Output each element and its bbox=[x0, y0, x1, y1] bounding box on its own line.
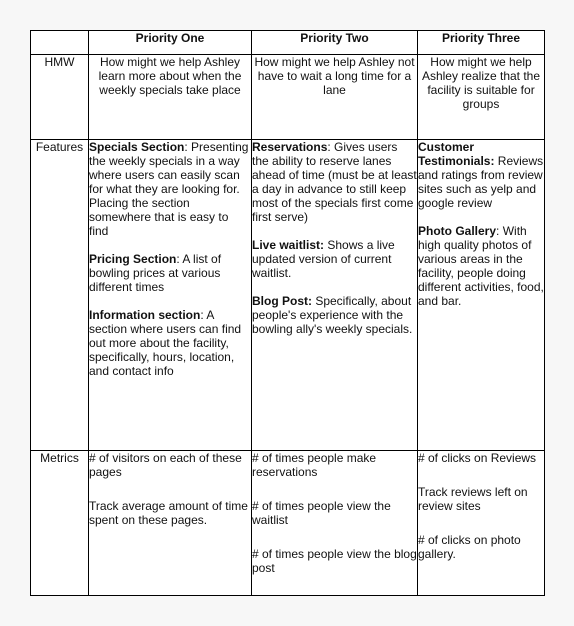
feature-text: : Presenting the weekly specials in a way where users can easily scan for what they are looking for. Placing the section somewhere that is easy to find bbox=[89, 140, 249, 238]
metrics-cell-priority-two bbox=[252, 451, 418, 596]
feature-label: Blog Post: bbox=[252, 294, 312, 308]
features-cell-priority-one bbox=[89, 140, 252, 451]
feature-pricing-section bbox=[89, 252, 251, 294]
hmw-row bbox=[31, 55, 545, 140]
metric-item: Track average amount of time spent on these pages. bbox=[89, 499, 248, 527]
header-empty-cell bbox=[31, 31, 89, 55]
metrics-row-label: Metrics bbox=[31, 451, 89, 596]
feature-text: : A section where users can find out more about the facility, specifically, hours, location, and contact info bbox=[89, 308, 242, 378]
metrics-cell-priority-three bbox=[418, 451, 545, 596]
metric-item: # of visitors on each of these pages bbox=[89, 451, 242, 479]
feature-information-section bbox=[89, 308, 251, 378]
feature-label: Reservations bbox=[252, 140, 328, 154]
feature-customer-testimonials bbox=[418, 140, 544, 210]
features-cell-priority-three bbox=[418, 140, 545, 451]
header-priority-three: Priority Three bbox=[418, 31, 545, 55]
feature-text: Shows a live updated version of current waitlist. bbox=[252, 238, 395, 280]
header-priority-two: Priority Two bbox=[252, 31, 418, 55]
hmw-cell-priority-three: How might we help Ashley realize that the facility is suitable for groups bbox=[418, 55, 545, 140]
priority-table bbox=[30, 30, 545, 596]
features-row-label: Features bbox=[31, 140, 89, 451]
metric-item: # of times people view the blog post bbox=[252, 547, 417, 575]
feature-label: Information section bbox=[89, 308, 201, 322]
feature-reservations bbox=[252, 140, 417, 224]
metric-item: # of clicks on photo gallery. bbox=[418, 533, 521, 561]
features-row bbox=[31, 140, 545, 451]
hmw-cell-priority-two: How might we help Ashley not have to wait a long time for a lane bbox=[252, 55, 418, 140]
hmw-row-label: HMW bbox=[31, 55, 89, 140]
metric-item: Track reviews left on review sites bbox=[418, 485, 528, 513]
feature-specials-section bbox=[89, 140, 251, 238]
feature-label: Specials Section bbox=[89, 140, 185, 154]
metrics-row bbox=[31, 451, 545, 596]
metrics-cell-priority-one bbox=[89, 451, 252, 596]
metric-item: # of times people view the waitlist bbox=[252, 499, 391, 527]
header-row bbox=[31, 31, 545, 55]
feature-photo-gallery bbox=[418, 224, 544, 308]
feature-blog-post bbox=[252, 294, 417, 336]
feature-live-waitlist bbox=[252, 238, 417, 280]
metric-item: # of clicks on Reviews bbox=[418, 451, 537, 465]
features-cell-priority-two bbox=[252, 140, 418, 451]
feature-text: : With high quality photos of various areas in the facility, people doing different activities, food, and bar. bbox=[418, 224, 544, 308]
feature-text: : A list of bowling prices at various different times bbox=[89, 252, 222, 294]
feature-label: Pricing Section bbox=[89, 252, 177, 266]
feature-label: Customer Testimonials: bbox=[418, 140, 495, 168]
header-priority-one: Priority One bbox=[89, 31, 252, 55]
metric-item: # of times people make reservations bbox=[252, 451, 377, 479]
feature-text: : Gives users the ability to reserve lanes ahead of time (must be at least a day in advance to still keep most of the specials first come first serve) bbox=[252, 140, 417, 224]
hmw-cell-priority-one: How might we help Ashley learn more about when the weekly specials take place bbox=[89, 55, 252, 140]
feature-label: Photo Gallery bbox=[418, 224, 497, 238]
feature-label: Live waitlist: bbox=[252, 238, 325, 252]
feature-text: Reviews and ratings from review sites such as yelp and google review bbox=[418, 154, 544, 210]
feature-text: Specifically, about people's experience with the bowling ally's weekly specials. bbox=[252, 294, 413, 336]
